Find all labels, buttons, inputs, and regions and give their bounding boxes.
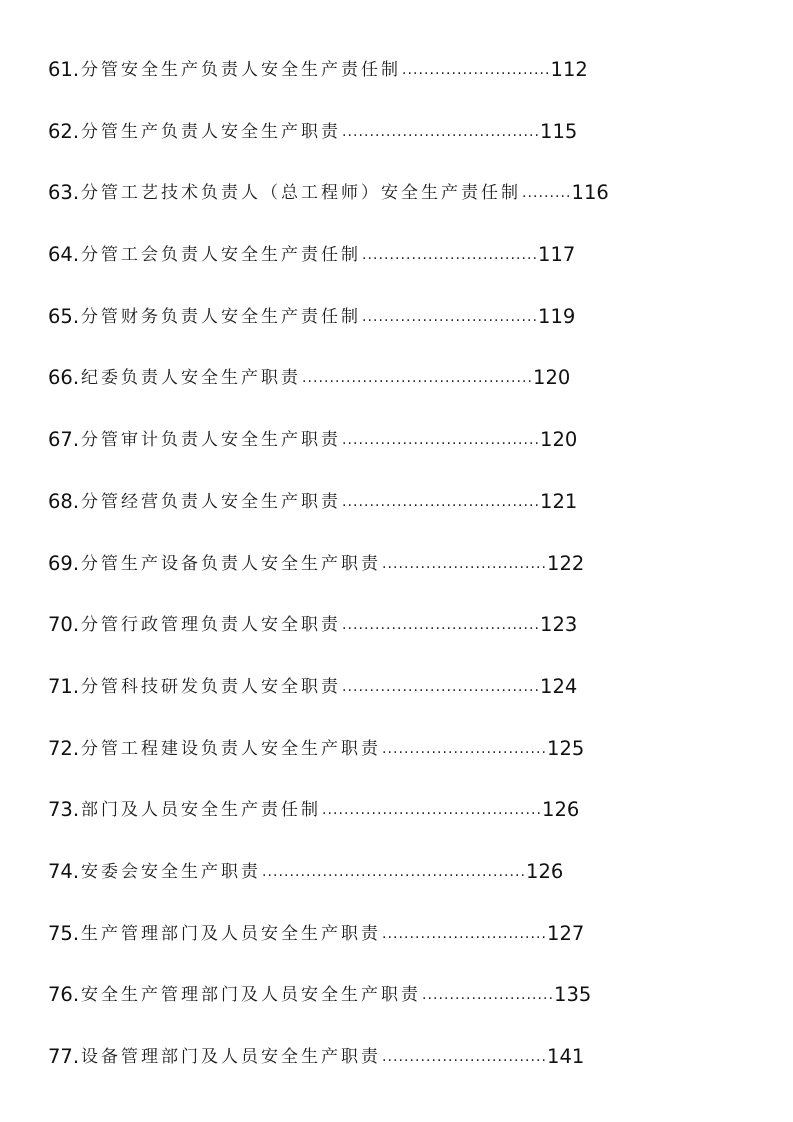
toc-entry-68[interactable] xyxy=(48,483,748,545)
toc-entry-title: 分管工会负责人安全生产责任制 xyxy=(81,245,362,266)
toc-entry-74[interactable] xyxy=(48,853,748,915)
toc-dot-leader: .......................................... xyxy=(302,370,534,387)
toc-dot-leader: .................................... xyxy=(342,678,541,695)
toc-page-number: 112 xyxy=(550,58,588,81)
toc-dot-leader: ......... xyxy=(522,185,572,202)
toc-entry-71[interactable] xyxy=(48,668,748,730)
toc-dot-leader: ................................................ xyxy=(262,863,527,880)
toc-entry-number: 74. xyxy=(48,859,80,883)
toc-entry-number: 72. xyxy=(48,736,80,760)
toc-entry-66[interactable] xyxy=(48,359,748,421)
toc-entry-title: 分管科技研发负责人安全职责 xyxy=(81,676,342,697)
toc-dot-leader: .................................... xyxy=(342,123,541,140)
toc-entry-64[interactable] xyxy=(48,236,748,298)
toc-entry-number: 63. xyxy=(48,181,80,205)
toc-entry-number: 75. xyxy=(48,921,80,945)
toc-dot-leader: .............................. xyxy=(382,1049,548,1065)
toc-page-number: 119 xyxy=(538,304,576,328)
toc-entry-76[interactable] xyxy=(48,976,748,1038)
toc-page-number: 141 xyxy=(547,1045,585,1068)
toc-entry-72[interactable] xyxy=(48,730,748,792)
toc-page-number: 122 xyxy=(547,551,585,575)
toc-entry-title: 安全生产管理部门及人员安全生产职责 xyxy=(81,985,422,1006)
toc-page-number: 121 xyxy=(540,489,578,513)
toc-dot-leader: ........................... xyxy=(402,62,551,78)
toc-entry-title: 分管经营负责人安全生产职责 xyxy=(81,491,342,512)
toc-page-number: 120 xyxy=(533,366,571,390)
toc-entry-69[interactable] xyxy=(48,545,748,607)
toc-page-number: 120 xyxy=(540,428,578,452)
toc-page-number: 125 xyxy=(547,736,585,760)
toc-entry-65[interactable] xyxy=(48,298,748,360)
toc-entry-70[interactable] xyxy=(48,606,748,668)
toc-page-number: 115 xyxy=(540,119,578,143)
toc-page-number: 124 xyxy=(540,674,578,698)
toc-entry-title: 分管财务负责人安全生产责任制 xyxy=(81,306,362,327)
toc-entry-number: 71. xyxy=(48,674,80,698)
toc-dot-leader: .............................. xyxy=(382,740,548,757)
toc-page-number: 117 xyxy=(538,243,576,267)
toc-entry-number: 69. xyxy=(48,551,80,575)
toc-entry-title: 部门及人员安全生产责任制 xyxy=(81,800,322,821)
toc-page-number: 135 xyxy=(554,983,592,1007)
toc-entry-73[interactable] xyxy=(48,791,748,853)
toc-page-number: 126 xyxy=(542,798,580,822)
toc-entry-title: 分管行政管理负责人安全职责 xyxy=(81,615,342,636)
toc-entry-title: 分管工艺技术负责人（总工程师）安全生产责任制 xyxy=(81,183,522,204)
toc-dot-leader: ........................................ xyxy=(322,802,543,819)
toc-dot-leader: ................................ xyxy=(362,308,539,325)
toc-entry-number: 68. xyxy=(48,489,80,513)
toc-entry-75[interactable] xyxy=(48,915,748,977)
toc-entry-title: 安委会安全生产职责 xyxy=(81,861,262,882)
toc-page-number: 123 xyxy=(540,613,578,637)
toc-dot-leader: ................................ xyxy=(362,247,539,264)
toc-entry-number: 73. xyxy=(48,798,80,822)
toc-entry-67[interactable] xyxy=(48,421,748,483)
toc-entry-number: 70. xyxy=(48,613,80,637)
toc-dot-leader: .................................... xyxy=(342,617,541,634)
toc-entry-number: 67. xyxy=(48,428,80,452)
toc-entry-title: 分管生产负责人安全生产职责 xyxy=(81,121,342,142)
toc-entry-title: 分管工程建设负责人安全生产职责 xyxy=(81,738,382,759)
toc-entry-number: 61. xyxy=(48,58,80,81)
toc-entry-number: 66. xyxy=(48,366,80,390)
toc-dot-leader: .................................... xyxy=(342,432,541,449)
toc-entry-number: 64. xyxy=(48,243,80,267)
toc-entry-number: 76. xyxy=(48,983,80,1007)
toc-entry-61[interactable] xyxy=(48,51,748,113)
toc-entry-title: 分管生产设备负责人安全生产职责 xyxy=(81,553,382,574)
toc-entry-number: 65. xyxy=(48,304,80,328)
toc-entry-number: 77. xyxy=(48,1045,80,1068)
table-of-contents xyxy=(48,51,748,1100)
toc-entry-title: 设备管理部门及人员安全生产职责 xyxy=(81,1047,382,1067)
toc-entry-62[interactable] xyxy=(48,113,748,175)
toc-entry-number: 62. xyxy=(48,119,80,143)
toc-dot-leader: ........................ xyxy=(422,987,555,1004)
toc-entry-63[interactable] xyxy=(48,174,748,236)
toc-entry-title: 生产管理部门及人员安全生产职责 xyxy=(81,923,382,944)
toc-entry-77[interactable] xyxy=(48,1038,748,1100)
toc-page-number: 127 xyxy=(547,921,585,945)
toc-dot-leader: .............................. xyxy=(382,555,548,572)
toc-dot-leader: .............................. xyxy=(382,925,548,942)
toc-entry-title: 纪委负责人安全生产职责 xyxy=(81,368,302,389)
toc-entry-title: 分管审计负责人安全生产职责 xyxy=(81,430,342,451)
toc-dot-leader: .................................... xyxy=(342,493,541,510)
toc-page-number: 126 xyxy=(526,859,564,883)
toc-entry-title: 分管安全生产负责人安全生产责任制 xyxy=(81,60,402,80)
toc-page-number: 116 xyxy=(571,181,609,205)
